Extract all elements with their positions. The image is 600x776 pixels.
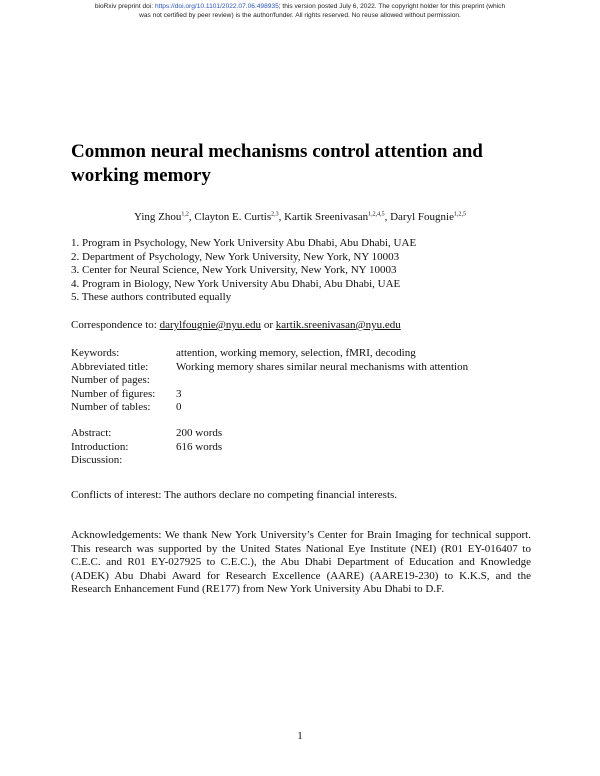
author-affil-sup: 1,2 — [181, 211, 189, 218]
affiliation-item: 4. Program in Biology, New York University Abu Dhabi, Abu Dhabi, UAE — [71, 277, 401, 290]
affiliation-item: 3. Center for Neural Science, New York University, New York, NY 10003 — [71, 264, 397, 276]
author-affil-sup: 2,3 — [271, 211, 279, 218]
info-row — [71, 388, 468, 402]
word-counts — [71, 427, 222, 468]
info-row — [71, 454, 222, 468]
correspondence: Correspondence to: darylfougnie@nyu.edu or kartik.sreenivasan@nyu.edu — [71, 319, 401, 331]
info-key: Number of figures: — [71, 387, 156, 400]
info-row — [71, 401, 468, 415]
info-key: Introduction: — [71, 440, 129, 453]
info-key: Number of pages: — [71, 374, 150, 386]
email-link[interactable]: kartik.sreenivasan@nyu.edu — [275, 319, 401, 331]
affiliations — [71, 237, 416, 305]
info-value: 616 words — [176, 440, 223, 453]
info-row — [71, 427, 222, 441]
affiliation-item: 2. Department of Psychology, New York University, New York, NY 10003 — [71, 250, 400, 263]
paper-title: Common neural mechanisms control attention and working memory — [71, 141, 483, 186]
info-row — [71, 347, 468, 361]
email-link[interactable]: darylfougnie@nyu.edu — [159, 319, 262, 331]
author-affil-sup: 1,2,4,5 — [368, 211, 385, 218]
affiliation-item: 5. These authors contributed equally — [71, 291, 232, 303]
header-line-2: was not certified by peer review) is the author/funder. All rights reserved. No reuse allowed without permission. — [139, 11, 461, 19]
info-value: 3 — [176, 387, 182, 400]
info-value: 0 — [176, 401, 182, 413]
doi-link[interactable]: https://doi.org/10.1101/2022.07.06.498935 — [154, 3, 279, 10]
affiliation-item: 1. Program in Psychology, New York University Abu Dhabi, Abu Dhabi, UAE — [71, 237, 417, 249]
author-affil-sup: 1,2,5 — [453, 211, 466, 218]
author-name: Kartik Sreenivasan — [284, 211, 369, 223]
header-line-1: bioRxiv preprint doi: https://doi.org/10.1101/2022.07.06.498935; this version posted July 6, 2022. The copyright holder for this preprint (which — [94, 3, 506, 10]
conflicts-statement: Conflicts of interest: The authors declare no competing financial interests. — [71, 489, 398, 501]
info-row — [71, 374, 468, 388]
info-key: Discussion: — [71, 454, 123, 466]
author-name: Daryl Fougnie — [390, 211, 454, 223]
acknowledgements: Acknowledgements: We thank New York University’s Center for Brain Imaging for technical support. This research was supported by the United States National Eye Institute (NEI) (R01 EY-016407 to C.E.C. and R01 EY-027925 to C.E.C.), the Abu Dhabi Department of Education and Knowledge (ADEK) Abu Dhabi Award for Research Excellence (AARE) (AARE19-230) to K.K.S, and the Research Enhancement Fund (RE177) from New York University Abu Dhabi to D.F. — [71, 529, 531, 595]
preprint-header — [0, 3, 600, 20]
info-key: Abbreviated title: — [71, 360, 149, 373]
info-row — [71, 441, 222, 455]
info-value: attention, working memory, selection, fMRI, decoding — [176, 347, 416, 359]
info-value: 200 words — [176, 427, 223, 439]
manuscript-info — [71, 347, 468, 415]
info-key: Abstract: — [71, 427, 112, 439]
page-number: 1 — [297, 730, 303, 742]
info-key: Keywords: — [71, 347, 120, 359]
info-row — [71, 361, 468, 375]
info-key: Number of tables: — [71, 401, 151, 413]
author-name: Ying Zhou — [134, 211, 182, 223]
author-list: Ying Zhou$^{1,2}$, Clayton E. Curtis$^{2,3}$, Kartik Sreenivasan$^{1,2,4,5}$, Daryl Fougnie$^{1,2,5}$ — [134, 211, 466, 223]
author-name: Clayton E. Curtis — [194, 211, 272, 223]
info-value: Working memory shares similar neural mechanisms with attention — [176, 360, 469, 373]
